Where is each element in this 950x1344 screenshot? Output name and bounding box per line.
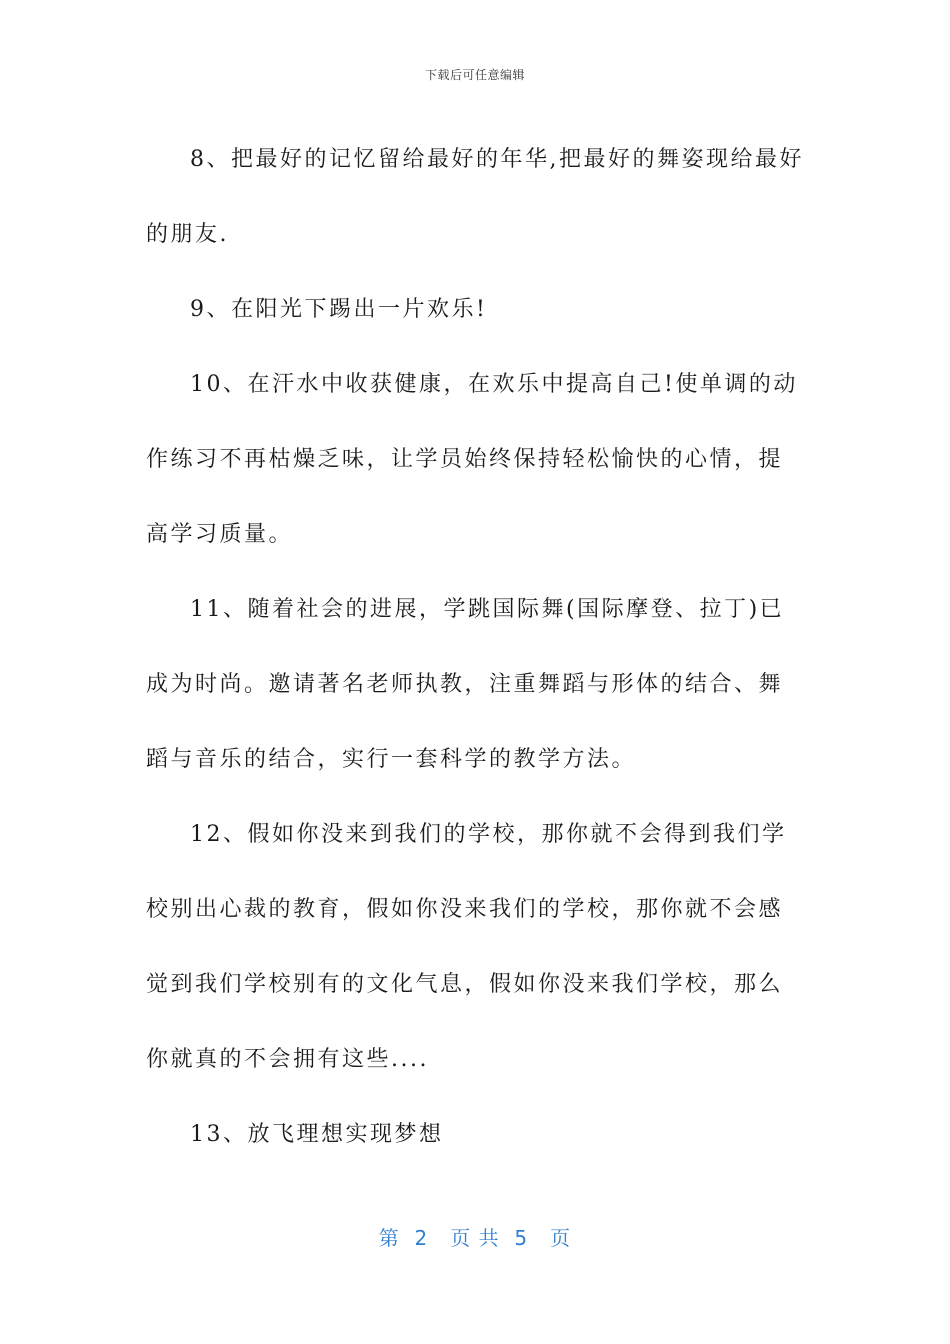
paragraph-10: 10、在汗水中收获健康，在欢乐中提高自己!使单调的动作练习不再枯燥乏味，让学员始终保持轻松愉快的心情，提高学习质量。 <box>146 372 798 547</box>
page-header: 下载后可任意编辑 <box>424 68 525 82</box>
paragraph-9: 9、在阳光下踢出一片欢乐! <box>190 297 488 322</box>
paragraph-11: 11、随着社会的进展，学跳国际舞(国际摩登、拉丁)已成为时尚。邀请著名老师执教，注重舞蹈与形体的结合、舞蹈与音乐的结合，实行一套科学的教学方法。 <box>146 597 785 772</box>
paragraph-13: 13、放飞理想实现梦想 <box>190 1122 444 1147</box>
page-number-footer: 第 2 页 共 5 页 <box>378 1226 572 1250</box>
paragraph-12: 12、假如你没来到我们的学校，那你就不会得到我们学校别出心裁的教育，假如你没来我们的学校，那你就不会感觉到我们学校别有的文化气息，假如你没来我们学校，那么你就真的不会拥有这些.... <box>146 822 787 1072</box>
paragraph-8: 8、把最好的记忆留给最好的年华,把最好的舞姿现给最好的朋友. <box>146 147 804 247</box>
document-body <box>146 122 806 1172</box>
